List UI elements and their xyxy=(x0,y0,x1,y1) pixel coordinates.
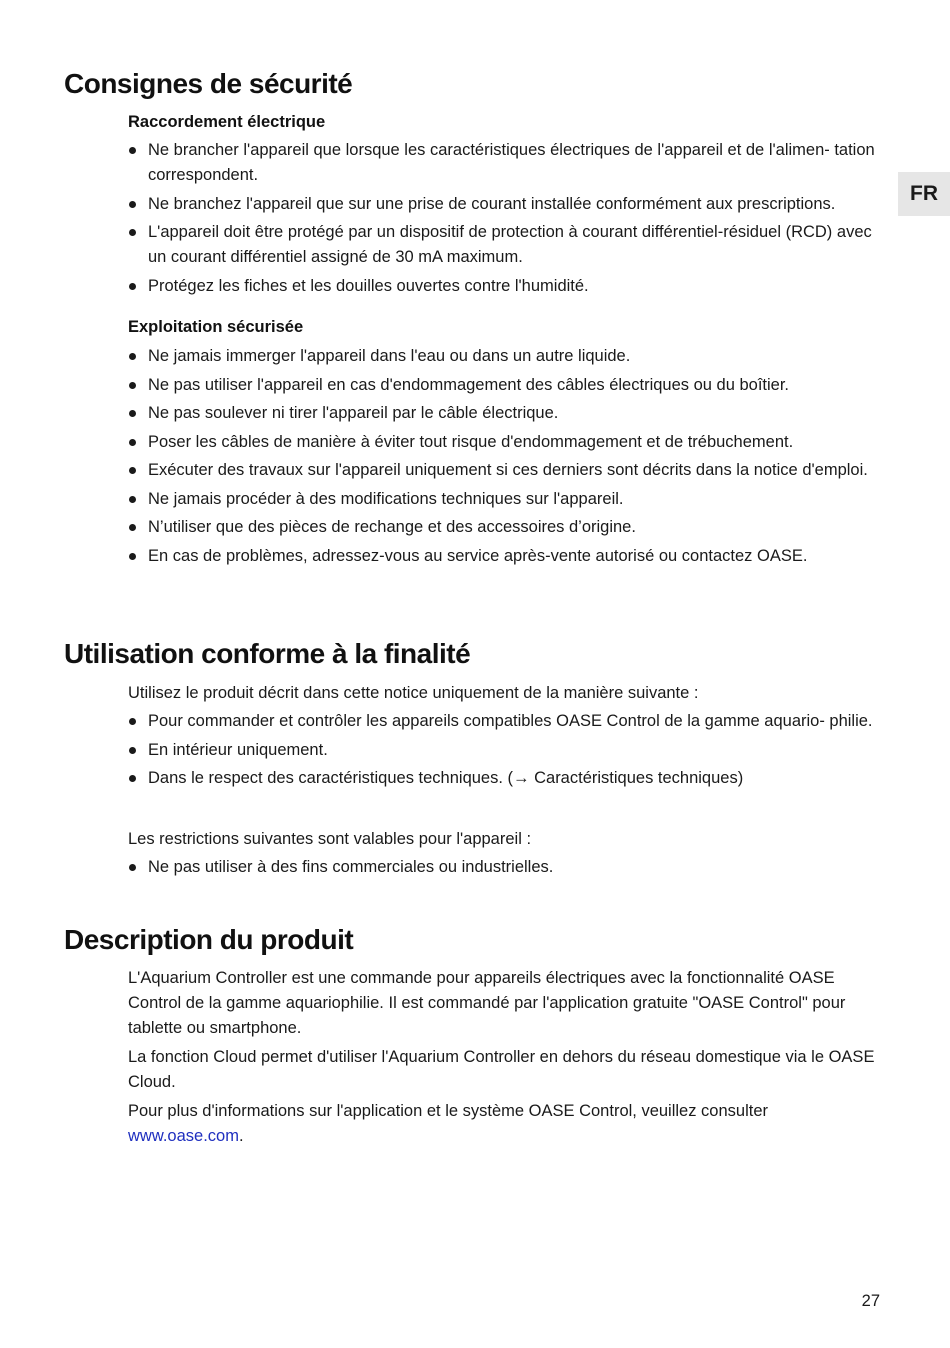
list-item: Ne branchez l'appareil que sur une prise de courant installée conformément aux prescriptions. xyxy=(128,192,884,217)
section-title-intended-use: Utilisation conforme à la finalité xyxy=(64,638,471,669)
intended-use-list xyxy=(128,709,884,795)
page-number: 27 xyxy=(861,1292,880,1310)
bullet-icon xyxy=(129,718,136,725)
section-title-description: Description du produit xyxy=(64,924,354,955)
section-title-safety: Consignes de sécurité xyxy=(64,68,353,99)
bullet-icon xyxy=(129,353,136,360)
language-tab: FR xyxy=(898,172,950,216)
bullet-icon xyxy=(129,382,136,389)
list-item: Ne jamais immerger l'appareil dans l'eau ou dans un autre liquide. xyxy=(128,344,884,369)
restrictions-intro: Les restrictions suivantes sont valables pour l'appareil : xyxy=(128,830,532,848)
oase-website-link[interactable]: www.oase.com xyxy=(128,1127,239,1145)
bullet-icon xyxy=(129,747,136,754)
bullet-icon xyxy=(129,864,136,871)
bullet-icon xyxy=(129,283,136,290)
description-paragraph: Pour plus d'informations sur l'application et le système OASE Control, veuillez consulter www.oase.com. xyxy=(128,1102,769,1145)
description-paragraph: L'Aquarium Controller est une commande pour appareils électriques avec la fonctionnalité OASE Control de la gamme aquariophilie. Il est commandé par l'application gratuite "OASE Control" pour tablette ou smartphone. xyxy=(128,969,846,1037)
list-item: L'appareil doit être protégé par un dispositif de protection à courant différentiel-résiduel (RCD) avec un courant différentiel assigné de 30 mA maximum. xyxy=(128,220,884,270)
list-item: Ne pas soulever ni tirer l'appareil par le câble électrique. xyxy=(128,401,884,426)
bullet-icon xyxy=(129,147,136,154)
list-item: Exécuter des travaux sur l'appareil uniquement si ces derniers sont décrits dans la notice d'emploi. xyxy=(128,458,884,483)
bullet-icon xyxy=(129,439,136,446)
list-item: En intérieur uniquement. xyxy=(128,738,884,763)
list-item: Ne pas utiliser à des fins commerciales ou industrielles. xyxy=(128,855,884,880)
bullet-icon xyxy=(129,496,136,503)
bullet-icon xyxy=(129,229,136,236)
list-item: Ne brancher l'appareil que lorsque les caractéristiques électriques de l'appareil et de l'alimen- tation correspondent. xyxy=(128,138,884,188)
bullet-icon xyxy=(129,524,136,531)
electrical-list xyxy=(128,138,884,302)
description-paragraph: La fonction Cloud permet d'utiliser l'Aquarium Controller en dehors du réseau domestique via le OASE Cloud. xyxy=(128,1048,875,1091)
subheading-operation: Exploitation sécurisée xyxy=(128,318,304,336)
restrictions-list xyxy=(128,855,884,884)
list-item: En cas de problèmes, adressez-vous au service après-vente autorisé ou contactez OASE. xyxy=(128,544,884,569)
bullet-icon xyxy=(129,775,136,782)
list-item: Ne jamais procéder à des modifications techniques sur l'appareil. xyxy=(128,487,884,512)
bullet-icon xyxy=(129,410,136,417)
list-item: Protégez les fiches et les douilles ouvertes contre l'humidité. xyxy=(128,274,884,299)
bullet-icon xyxy=(129,467,136,474)
subheading-electrical: Raccordement électrique xyxy=(128,113,326,131)
list-item: Dans le respect des caractéristiques techniques. (→ Caractéristiques techniques) xyxy=(128,766,884,791)
bullet-icon xyxy=(129,553,136,560)
bullet-icon xyxy=(129,201,136,208)
description-body xyxy=(128,966,880,1153)
operation-list xyxy=(128,344,884,572)
list-item: Poser les câbles de manière à éviter tout risque d'endommagement et de trébuchement. xyxy=(128,430,884,455)
list-item: N’utiliser que des pièces de rechange et des accessoires d’origine. xyxy=(128,515,884,540)
intended-use-intro: Utilisez le produit décrit dans cette notice uniquement de la manière suivante : xyxy=(128,684,699,702)
list-item: Ne pas utiliser l'appareil en cas d'endommagement des câbles électriques ou du boîtier. xyxy=(128,373,884,398)
list-item: Pour commander et contrôler les appareils compatibles OASE Control de la gamme aquario- philie. xyxy=(128,709,884,734)
